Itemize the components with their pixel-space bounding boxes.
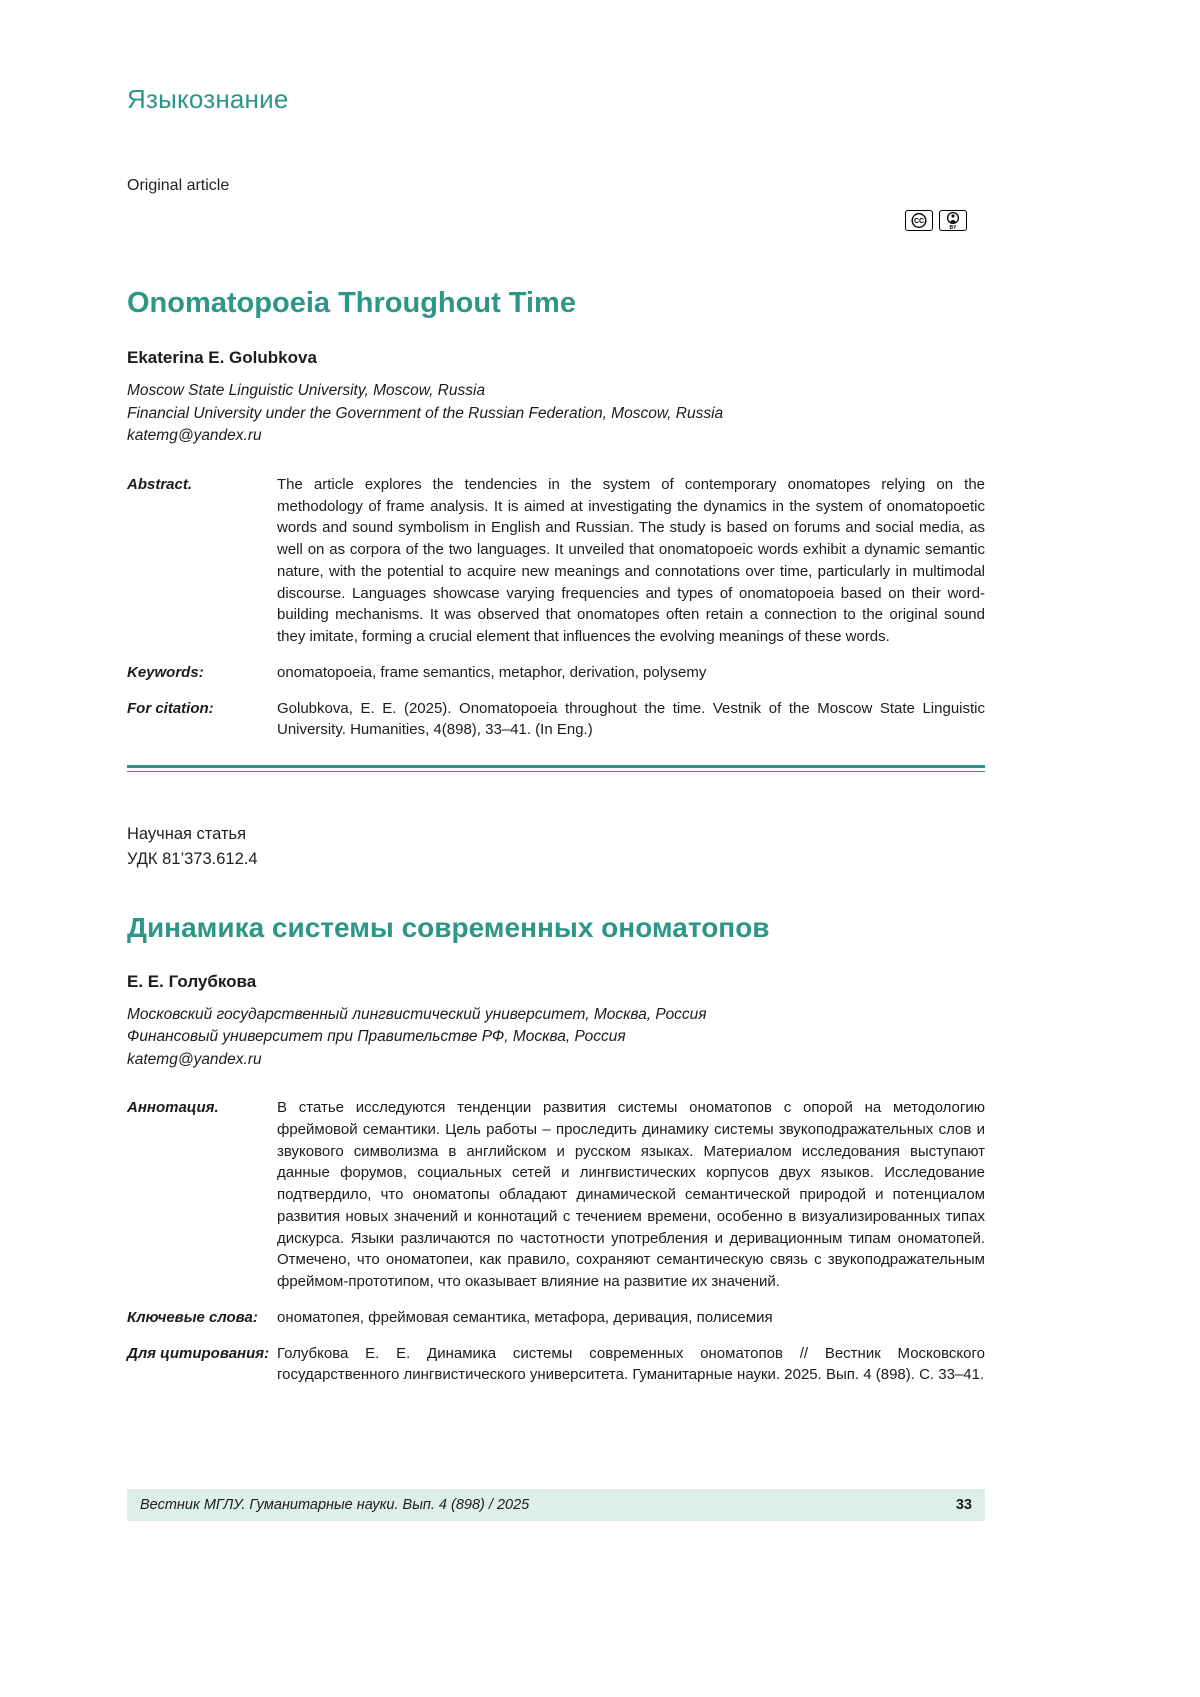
annotation-text: В статье исследуются тенденции развития системы ономатопов с опорой на методологию фреймовой семантики. Цель работы – проследить динамику системы звукоподражательных слов и звукового символизма в английском и русском языках. Материалом исследования выступают данные форумов, социальных сетей и лингвистических корпусов двух языков. Исследование подтвердило, что ономатопы обладают динамической семантической природой и потенциалом развития новых значений и коннотаций с течением времени, особенно в визуализированных типах дискурса. Языки различаются по частотности употребления и деривационным типам ономатопей. Отмечено, что ономатопеи, как правило, сохраняют семантическую связь с звукоподражательным фреймом-прототипом, что оказывает влияние на развитие их значений.: [277, 1099, 985, 1291]
abstract-row: [127, 474, 985, 648]
russian-meta-block: [127, 1097, 985, 1386]
section-divider-rule: [127, 765, 985, 772]
page-content: [127, 0, 985, 1386]
keywords-text-ru: ономатопея, фреймовая семантика, метафора, деривация, полисемия: [277, 1308, 773, 1326]
cc-letters: CC: [913, 218, 925, 225]
english-affiliations: [127, 380, 985, 447]
by-letters: BY: [949, 225, 957, 231]
keywords-label-ru: Ключевые слова:: [127, 1308, 258, 1326]
english-author-email: katemg@yandex.ru: [127, 427, 262, 445]
citation-label-en: For citation:: [127, 699, 214, 717]
citation-text-en: Golubkova, E. E. (2025). Onomatopoeia throughout the time. Vestnik of the Moscow State Linguistic University. Humanities, 4(898), 33–41. (In Eng.): [277, 699, 985, 739]
english-author: Ekaterina E. Golubkova: [127, 348, 317, 368]
footer-band: [127, 1489, 985, 1521]
english-affiliation-1: Moscow State Linguistic University, Moscow, Russia: [127, 382, 486, 400]
citation-label-ru: Для цитирования:: [127, 1344, 270, 1362]
english-title: Onomatopoeia Throughout Time: [127, 287, 576, 319]
russian-author: Е. Е. Голубкова: [127, 971, 257, 991]
russian-affiliation-1: Московский государственный лингвистический университет, Москва, Россия: [127, 1005, 707, 1023]
russian-author-email: katemg@yandex.ru: [127, 1050, 262, 1068]
article-type-ru: Научная статья: [127, 825, 247, 843]
keywords-text-en: onomatopoeia, frame semantics, metaphor, derivation, polysemy: [277, 663, 707, 681]
cc-by-icon: [905, 210, 967, 231]
footer-page-number: 33: [955, 1497, 972, 1513]
abstract-text: The article explores the tendencies in the system of contemporary onomatopes relying on the methodology of frame analysis. It is aimed at investigating the dynamics in the system of onomatopoetic words and sound symbolism in English and Russian. The study is based on forums and social media, as well on as corpora of the two languages. It unveiled that onomatopoeic words exhibit a dynamic semantic nature, with the potential to acquire new meanings and connotations over time, particularly in multimodal discourse. Languages showcase varying frequencies and types of onomatopoeia based on their word-building mechanisms. It was observed that onomatopes often retain a connection to the original sound they imitate, forming a crucial element that influences the evolving meanings of these words.: [277, 475, 985, 645]
article-type-en: Original article: [127, 177, 230, 194]
keywords-row-ru: [127, 1307, 985, 1329]
russian-affiliations: [127, 1004, 985, 1071]
citation-row-ru: [127, 1343, 985, 1387]
citation-row-en: [127, 698, 985, 742]
abstract-label: Abstract.: [127, 475, 193, 493]
citation-text-ru: Голубкова Е. Е. Динамика системы современных ономатопов // Вестник Московского государственного лингвистического университета. Гуманитарные науки. 2025. Вып. 4 (898). С. 33–41.: [277, 1344, 985, 1384]
keywords-row-en: [127, 662, 985, 684]
footer-journal-line: Вестник МГЛУ. Гуманитарные науки. Вып. 4 (898) / 2025: [140, 1497, 530, 1513]
annotation-row: [127, 1097, 985, 1293]
russian-title: Динамика системы современных ономатопов: [127, 911, 770, 943]
cc-by-license-badge[interactable]: [905, 210, 967, 231]
journal-section-label: Языкознание: [127, 84, 289, 114]
english-affiliation-2: Financial University under the Government of the Russian Federation, Moscow, Russia: [127, 404, 724, 422]
annotation-label: Аннотация.: [127, 1099, 219, 1117]
keywords-label-en: Keywords:: [127, 663, 204, 681]
russian-affiliation-2: Финансовый университет при Правительстве РФ, Москва, Россия: [127, 1028, 626, 1046]
english-meta-block: [127, 474, 985, 741]
udc-number: УДК 81’373.612.4: [127, 849, 258, 868]
